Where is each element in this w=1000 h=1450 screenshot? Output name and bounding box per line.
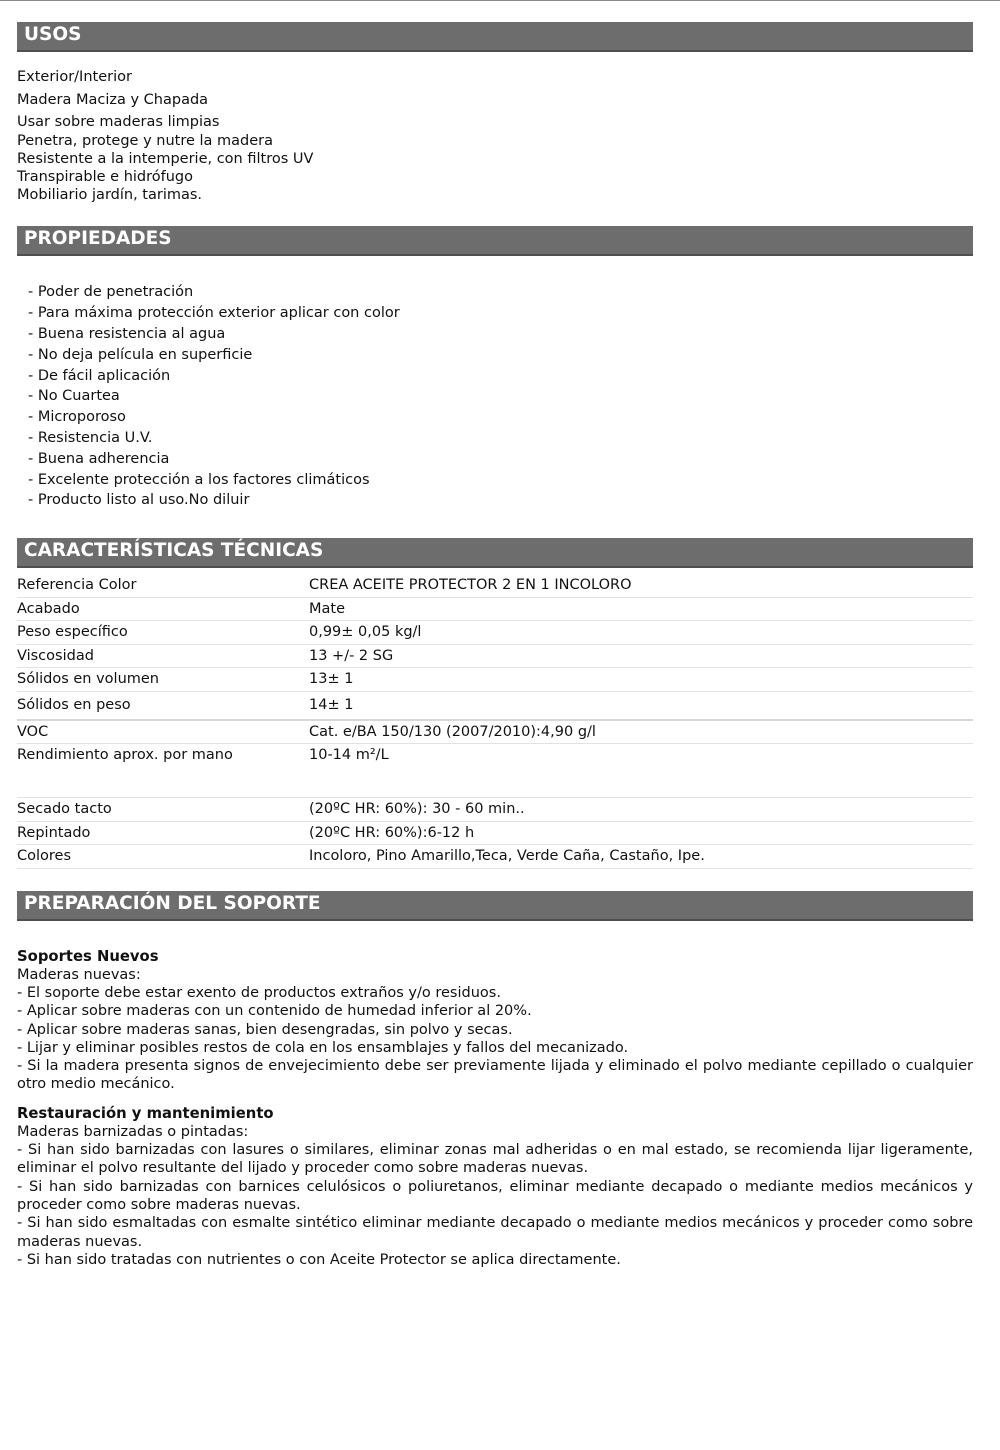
table-row xyxy=(17,574,973,597)
table-label: Peso específico xyxy=(17,624,128,641)
restauracion-text xyxy=(17,1123,973,1269)
subheading-restauracion: Restauración y mantenimiento xyxy=(17,1104,274,1122)
subheading-soportes-nuevos: Soportes Nuevos xyxy=(17,947,159,965)
list-item: - Resistencia U.V. xyxy=(28,430,153,446)
top-divider xyxy=(0,0,1000,1)
table-label: VOC xyxy=(17,723,49,740)
table-row xyxy=(17,845,973,869)
list-item: - No deja película en superficie xyxy=(28,346,253,363)
list-item: - Buena resistencia al agua xyxy=(28,326,226,343)
section-header-propiedades: PROPIEDADES xyxy=(17,226,973,256)
tech-table xyxy=(17,574,973,869)
table-row xyxy=(17,720,973,744)
table-value: Mate xyxy=(309,600,346,617)
section-header-preparacion: PREPARACIÓN DEL SOPORTE xyxy=(17,891,973,921)
usos-line: Penetra, protege y nutre la madera xyxy=(17,132,274,149)
list-item: - De fácil aplicación xyxy=(28,367,171,384)
usos-line: Exterior/Interior xyxy=(17,69,132,85)
table-value: (20ºC HR: 60%): 30 - 60 min.. xyxy=(309,801,525,818)
table-value: CREA ACEITE PROTECTOR 2 EN 1 INCOLORO xyxy=(309,577,632,594)
table-label: Repintado xyxy=(17,824,91,841)
propiedades-list xyxy=(17,282,973,511)
paragraph-line: - Si han sido barnizadas con lasures o similares, eliminar zonas mal adheridas o en mal estado, se recomienda lijar ligeramente, eliminar el polvo resultante del lijado y proceder como sobre maderas nuevas. xyxy=(17,1142,973,1177)
usos-line: Madera Maciza y Chapada xyxy=(17,91,209,108)
table-row xyxy=(17,798,973,822)
usos-line: Transpirable e hidrófugo xyxy=(17,169,193,186)
table-value: 13± 1 xyxy=(309,671,354,688)
table-label: Colores xyxy=(17,848,72,865)
table-value: 10-14 m²/L xyxy=(309,747,389,764)
table-value: 0,99± 0,05 kg/l xyxy=(309,624,422,641)
paragraph-line: - Aplicar sobre maderas sanas, bien desengradas, sin polvo y secas. xyxy=(17,1021,513,1038)
table-row xyxy=(17,744,973,798)
list-item: - Producto listo al uso.No diluir xyxy=(28,492,250,509)
list-item: - Poder de penetración xyxy=(28,284,194,301)
table-label: Referencia Color xyxy=(17,577,137,594)
table-row xyxy=(17,621,973,645)
list-item: - Buena adherencia xyxy=(28,450,170,467)
table-label: Secado tacto xyxy=(17,801,112,818)
table-row xyxy=(17,691,973,720)
usos-list xyxy=(17,68,973,204)
section-header-usos: USOS xyxy=(17,22,973,52)
paragraph-line: - Lijar y eliminar posibles restos de cola en los ensamblajes y fallos del mecanizado. xyxy=(17,1039,629,1056)
table-value: (20ºC HR: 60%):6-12 h xyxy=(309,824,475,841)
table-label: Sólidos en peso xyxy=(17,697,131,714)
list-item: - Microporoso xyxy=(28,409,126,426)
soportes-nuevos-text xyxy=(17,966,973,1094)
table-row xyxy=(17,821,973,845)
paragraph-line: - El soporte debe estar exento de productos extraños y/o residuos. xyxy=(17,984,501,1001)
paragraph-line: - Si la madera presenta signos de envejecimiento debe ser previamente lijada y eliminado el polvo mediante cepillado o cualquier otro medio mecánico. xyxy=(17,1058,973,1093)
table-value: 13 +/- 2 SG xyxy=(309,647,394,664)
paragraph-line: Maderas barnizadas o pintadas: xyxy=(17,1123,249,1140)
table-row xyxy=(17,668,973,692)
table-row xyxy=(17,597,973,621)
list-item: - Excelente protección a los factores climáticos xyxy=(28,471,370,488)
table-value: Cat. e/BA 150/130 (2007/2010):4,90 g/l xyxy=(309,723,596,740)
table-value: 14± 1 xyxy=(309,697,354,714)
list-item: - Para máxima protección exterior aplicar con color xyxy=(28,305,400,322)
usos-line: Mobiliario jardín, tarimas. xyxy=(17,187,203,204)
paragraph-line: Maderas nuevas: xyxy=(17,966,141,983)
table-row xyxy=(17,644,973,668)
table-label: Acabado xyxy=(17,600,80,617)
list-item: - No Cuartea xyxy=(28,388,120,405)
usos-line: Usar sobre maderas limpias xyxy=(17,114,220,131)
table-value: Incoloro, Pino Amarillo,Teca, Verde Caña, Castaño, Ipe. xyxy=(309,848,705,865)
table-label: Viscosidad xyxy=(17,647,94,664)
table-label: Rendimiento aprox. por mano xyxy=(17,747,233,764)
paragraph-line: - Si han sido barnizadas con barnices celulósicos o poliuretanos, eliminar mediante decapado o mediante medios mecánicos y proceder como sobre maderas nuevas. xyxy=(17,1178,973,1213)
document xyxy=(17,22,973,1269)
usos-line: Resistente a la intemperie, con filtros UV xyxy=(17,150,314,167)
table-label: Sólidos en volumen xyxy=(17,671,159,688)
paragraph-line: - Si han sido tratadas con nutrientes o con Aceite Protector se aplica directamente. xyxy=(17,1251,621,1268)
paragraph-line: - Si han sido esmaltadas con esmalte sintético eliminar mediante decapado o mediante medios mecánicos y proceder como sobre maderas nuevas. xyxy=(17,1215,973,1250)
paragraph-line: - Aplicar sobre maderas con un contenido de humedad inferior al 20%. xyxy=(17,1003,532,1020)
section-header-caracteristicas: CARACTERÍSTICAS TÉCNICAS xyxy=(17,538,973,568)
